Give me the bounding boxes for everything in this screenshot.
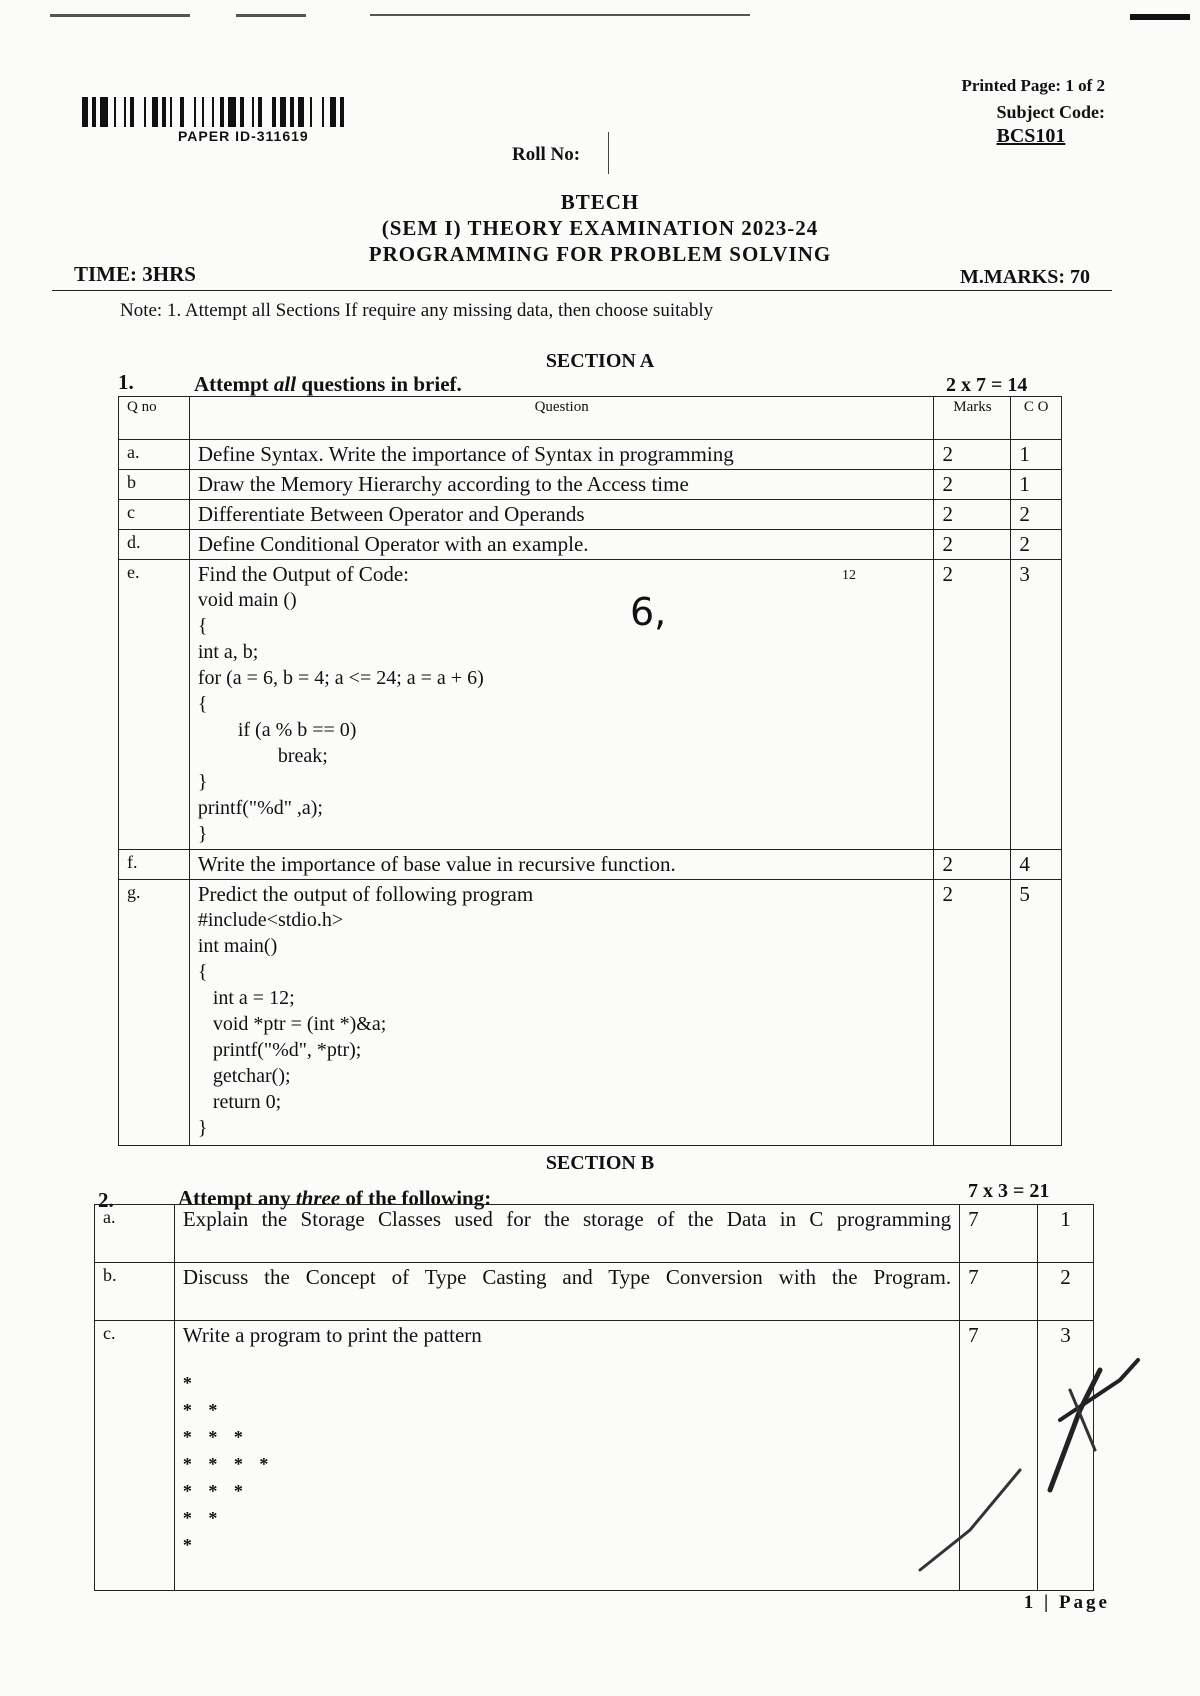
barcode-bar bbox=[82, 97, 88, 127]
barcode-bar bbox=[180, 97, 184, 127]
subject-code-label: Subject Code: bbox=[996, 102, 1105, 122]
row-question: Explain the Storage Classes used for the storage of the Data in C programming bbox=[174, 1205, 959, 1263]
row-marks: 2 bbox=[934, 880, 1011, 1146]
degree-title: BTECH bbox=[560, 190, 640, 214]
row-question: Define Syntax. Write the importance of Syntax in programming bbox=[189, 440, 934, 470]
pattern-line: * bbox=[182, 1373, 198, 1393]
row-marks: 7 bbox=[960, 1321, 1038, 1591]
row-question: Draw the Memory Hierarchy according to the Access time bbox=[189, 470, 934, 500]
barcode-bar bbox=[298, 97, 304, 127]
row-qno: f. bbox=[119, 850, 190, 880]
scan-artifact bbox=[50, 14, 190, 17]
pattern-line: * * bbox=[182, 1400, 224, 1420]
barcode-bar bbox=[92, 97, 96, 127]
table-row bbox=[95, 1205, 1094, 1263]
barcode-bar bbox=[330, 97, 336, 127]
row-co: 4 bbox=[1011, 850, 1062, 880]
table-row bbox=[119, 530, 1062, 560]
instruction-text: questions in brief. bbox=[296, 372, 462, 396]
pattern-line: * * * * bbox=[182, 1454, 275, 1474]
barcode-bar bbox=[124, 97, 126, 127]
row-marks: 2 bbox=[934, 850, 1011, 880]
row-marks: 2 bbox=[934, 530, 1011, 560]
row-question-cell bbox=[174, 1321, 959, 1591]
column-header-qno: Q no bbox=[119, 397, 190, 440]
row-question: Write a program to print the pattern bbox=[182, 1323, 482, 1347]
row-question: Discuss the Concept of Type Casting and Type Conversion with the Program. bbox=[174, 1263, 959, 1321]
row-qno: e. bbox=[119, 560, 190, 850]
barcode-bar bbox=[220, 97, 224, 127]
table-header-row bbox=[119, 397, 1062, 440]
row-co: 3 bbox=[1038, 1321, 1094, 1591]
question-number: 2. bbox=[98, 1188, 114, 1212]
scan-artifact bbox=[370, 14, 750, 16]
row-co: 2 bbox=[1038, 1263, 1094, 1321]
row-co: 2 bbox=[1011, 500, 1062, 530]
row-co: 2 bbox=[1011, 530, 1062, 560]
row-co: 1 bbox=[1011, 440, 1062, 470]
section-b-marks: 7 x 3 = 21 bbox=[968, 1180, 1050, 1202]
section-a-marks: 2 x 7 = 14 bbox=[946, 374, 1028, 396]
row-qno: d. bbox=[119, 530, 190, 560]
row-question: Predict the output of following program bbox=[197, 882, 534, 906]
star-pattern bbox=[183, 1370, 951, 1559]
barcode-bar bbox=[322, 97, 324, 127]
barcode-bar bbox=[114, 97, 116, 127]
row-marks: 2 bbox=[934, 500, 1011, 530]
subject-title: PROGRAMMING FOR PROBLEM SOLVING bbox=[368, 242, 832, 266]
scan-artifact bbox=[1130, 14, 1190, 20]
code-snippet: void main () { int a, b; for (a = 6, b = 4; a <= 24; a = a + 6) { if (a % b == 0) break; } printf("%d" ,a); } bbox=[197, 589, 484, 845]
row-co: 1 bbox=[1011, 470, 1062, 500]
instruction-text: Attempt any bbox=[178, 1186, 296, 1210]
section-a-table bbox=[118, 396, 1062, 1146]
section-b-title: SECTION B bbox=[545, 1152, 655, 1174]
code-snippet: #include<stdio.h> int main() { int a = 12; void *ptr = (int *)&a; printf("%d", *ptr); getchar(); return 0; } bbox=[197, 909, 387, 1139]
row-question: Define Conditional Operator with an example. bbox=[189, 530, 934, 560]
barcode-bar bbox=[152, 97, 158, 127]
row-question-cell bbox=[189, 880, 934, 1146]
row-qno: c bbox=[119, 500, 190, 530]
barcode-bar bbox=[340, 97, 344, 127]
subject-code bbox=[997, 102, 1106, 149]
pattern-line: * bbox=[182, 1535, 198, 1555]
max-marks: M.MARKS: 70 bbox=[960, 266, 1090, 288]
barcode-bar bbox=[144, 97, 146, 127]
printed-page: Printed Page: 1 of 2 bbox=[961, 76, 1105, 95]
exam-title: (SEM I) THEORY EXAMINATION 2023-24 bbox=[381, 216, 819, 240]
column-header-co: C O bbox=[1011, 397, 1062, 440]
section-a-instruction bbox=[194, 372, 462, 397]
barcode-bar bbox=[252, 97, 254, 127]
table-row bbox=[119, 560, 1062, 850]
barcode-bar bbox=[100, 97, 108, 127]
pattern-line: * * * bbox=[182, 1481, 249, 1501]
column-header-question: Question bbox=[189, 397, 934, 440]
barcode-bar bbox=[240, 97, 244, 127]
subject-code-value: BCS101 bbox=[996, 125, 1066, 147]
margin-annotation: 12 bbox=[842, 568, 856, 583]
column-header-marks: Marks bbox=[934, 397, 1011, 440]
barcode-bar bbox=[290, 97, 294, 127]
row-marks: 2 bbox=[934, 470, 1011, 500]
barcode-bar bbox=[170, 97, 172, 127]
instruction-emphasis: all bbox=[273, 372, 297, 396]
instruction-text: Attempt bbox=[194, 372, 274, 396]
barcode-bar bbox=[228, 97, 236, 127]
instructions-note: Note: 1. Attempt all Sections If require any missing data, then choose suitably bbox=[120, 300, 714, 321]
row-question: Find the Output of Code: bbox=[197, 562, 409, 586]
row-qno: b bbox=[119, 470, 190, 500]
paper-id: PAPER ID-311619 bbox=[178, 128, 309, 144]
row-question: Differentiate Between Operator and Operands bbox=[189, 500, 934, 530]
barcode-bar bbox=[310, 97, 312, 127]
row-question: Write the importance of base value in recursive function. bbox=[189, 850, 934, 880]
section-a-title: SECTION A bbox=[545, 350, 655, 372]
table-row bbox=[119, 440, 1062, 470]
barcode-bar bbox=[194, 97, 196, 127]
row-marks: 2 bbox=[934, 560, 1011, 850]
barcode-bar bbox=[258, 97, 262, 127]
table-row bbox=[119, 880, 1062, 1146]
row-qno: a. bbox=[95, 1205, 175, 1263]
row-qno: b. bbox=[95, 1263, 175, 1321]
pattern-line: * * bbox=[182, 1508, 224, 1528]
row-qno: a. bbox=[119, 440, 190, 470]
row-marks: 2 bbox=[934, 440, 1011, 470]
table-row bbox=[119, 470, 1062, 500]
pen-scribble bbox=[900, 1330, 1140, 1590]
row-qno: g. bbox=[119, 880, 190, 1146]
table-row bbox=[119, 500, 1062, 530]
pattern-line: * * * bbox=[182, 1427, 249, 1447]
roll-no-field bbox=[608, 132, 610, 174]
row-marks: 7 bbox=[960, 1263, 1038, 1321]
row-marks: 7 bbox=[960, 1205, 1038, 1263]
instruction-text: of the following: bbox=[340, 1186, 492, 1210]
row-question-cell bbox=[189, 560, 934, 850]
handwritten-annotation: 6, bbox=[630, 590, 667, 634]
barcode-bar bbox=[212, 97, 214, 127]
question-number: 1. bbox=[118, 370, 134, 394]
row-co: 1 bbox=[1038, 1205, 1094, 1263]
barcode-bar bbox=[202, 97, 204, 127]
barcode-bar bbox=[130, 97, 134, 127]
row-co: 5 bbox=[1011, 880, 1062, 1146]
row-co: 3 bbox=[1011, 560, 1062, 850]
page-number: 1 | Page bbox=[1023, 1592, 1110, 1613]
row-qno: c. bbox=[95, 1321, 175, 1591]
barcode-bar bbox=[272, 97, 276, 127]
barcode-bar bbox=[162, 97, 166, 127]
instruction-emphasis: three bbox=[295, 1186, 341, 1210]
barcode bbox=[82, 97, 454, 127]
roll-no-label: Roll No: bbox=[512, 144, 581, 165]
divider bbox=[52, 290, 1112, 291]
scan-artifact bbox=[236, 14, 306, 17]
table-row bbox=[95, 1263, 1094, 1321]
table-row bbox=[119, 850, 1062, 880]
exam-time: TIME: 3HRS bbox=[74, 262, 196, 286]
barcode-bar bbox=[280, 97, 286, 127]
